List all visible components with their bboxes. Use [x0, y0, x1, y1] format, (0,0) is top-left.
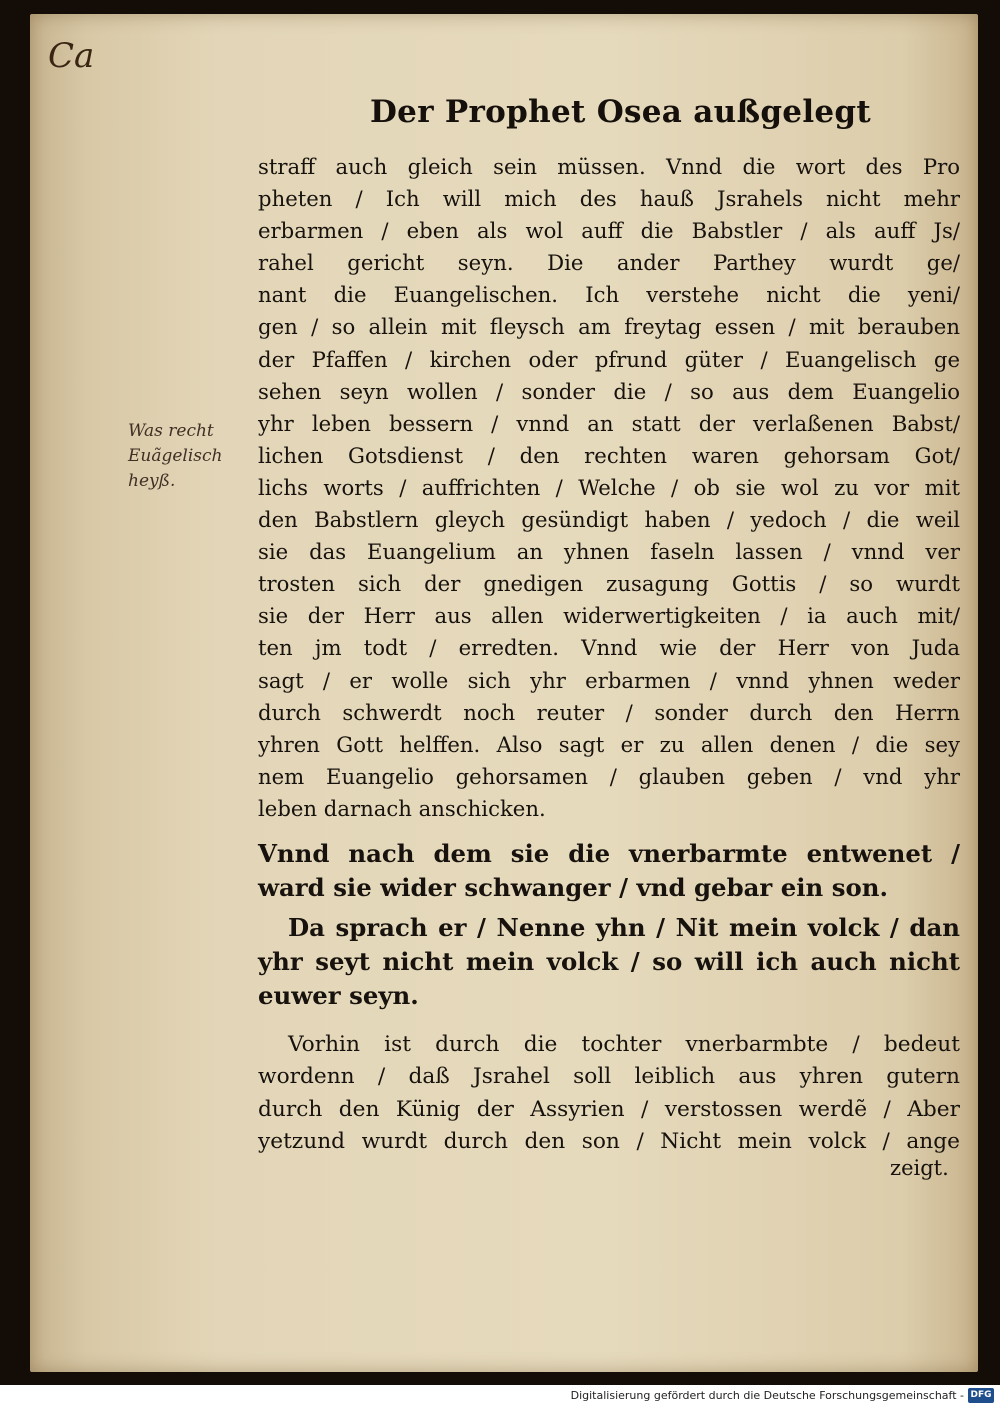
margin-note	[128, 419, 263, 494]
margin-note-line: heyß.	[128, 471, 176, 491]
verse-line: ward sie wider schwanger / vnd gebar ein son.	[258, 873, 889, 902]
text-line: yetzund wurdt durch den son / Nicht mein volck / ange	[258, 1129, 960, 1155]
text-line: erbarmen / eben als wol auff die Babstler / als auff Js/	[258, 218, 960, 244]
text-line: nem Euangelio gehorsamen / glauben geben / vnd yhr	[258, 763, 960, 789]
margin-note-line: Was recht	[128, 421, 214, 441]
text-line: trosten sich der gnedigen zusagung Gottis / so wurdt	[258, 571, 960, 597]
margin-note-line: Euãgelisch	[128, 446, 223, 466]
text-line: yhren Gott helffen. Also sagt er zu allen denen / die sey	[258, 731, 960, 757]
funding-credit: Digitalisierung gefördert durch die Deutsche Forschungsgemeinschaft -	[570, 1389, 964, 1402]
text-line: durch den Künig der Assyrien / verstossen werdẽ / Aber	[258, 1096, 960, 1122]
text-line: ten jm todt / erredten. Vnnd wie der Herr von Juda	[258, 635, 960, 661]
running-head: Der Prophet Osea außgelegt	[370, 94, 872, 130]
text-line: der Pfaffen / kirchen oder pfrund güter / Euangelisch ge	[258, 346, 960, 372]
dfg-logo: DFG	[968, 1388, 994, 1403]
text-line: wordenn / daß Jsrahel soll leiblich aus yhren gutern	[258, 1064, 960, 1090]
text-line: nant die Euangelischen. Ich verstehe nicht die yeni/	[258, 282, 960, 308]
corner-mark: Ca	[48, 36, 95, 76]
text-line: sagt / er wolle sich yhr erbarmen / vnnd yhnen weder	[258, 667, 960, 693]
text-line: pheten / Ich will mich des hauß Jsrahels nicht mehr	[258, 186, 960, 212]
text-line: sehen seyn wollen / sonder die / so aus dem Euangelio	[258, 378, 960, 404]
verse-line: yhr seyt nicht mein volck / so will ich auch nicht	[258, 947, 960, 976]
text-line: durch schwerdt noch reuter / sonder durch den Herrn	[258, 699, 960, 725]
text-line: lichs worts / auffrichten / Welche / ob sie wol zu vor mit	[258, 474, 960, 500]
text-line: sie der Herr aus allen widerwertigkeiten / ia auch mit/	[258, 603, 960, 629]
text-line: gen / so allein mit fleysch am freytag essen / mit berauben	[258, 314, 960, 340]
text-line: straff auch gleich sein müssen. Vnnd die wort des Pro	[258, 154, 960, 179]
text-line: leben darnach anschicken.	[258, 795, 546, 821]
text-line: den Babstlern gleych gesündigt haben / yedoch / die weil	[258, 507, 960, 533]
verse-line: Da sprach er / Nenne yhn / Nit mein volck / dan	[288, 913, 960, 942]
text-line: yhr leben bessern / vnnd an statt der verlaßenen Babst/	[258, 410, 960, 436]
verse-line: Vnnd nach dem sie die vnerbarmte entwenet /	[258, 839, 960, 868]
text-line: sie das Euangelium an yhnen faseln lassen / vnnd ver	[258, 539, 960, 565]
commentary-paragraph	[258, 151, 960, 825]
footer-bar	[0, 1385, 1000, 1406]
text-line: Vorhin ist durch die tochter vnerbarmbte / bedeut	[288, 1032, 960, 1057]
second-commentary-paragraph	[258, 1029, 960, 1159]
catchword: zeigt.	[890, 1156, 949, 1180]
text-line: rahel gericht seyn. Die ander Parthey wurdt ge/	[258, 250, 960, 276]
text-line: lichen Gotsdienst / den rechten waren gehorsam Got/	[258, 442, 960, 468]
paper-page	[30, 14, 978, 1372]
verse-line: euwer seyn.	[258, 981, 419, 1010]
bible-verse	[258, 837, 960, 1013]
